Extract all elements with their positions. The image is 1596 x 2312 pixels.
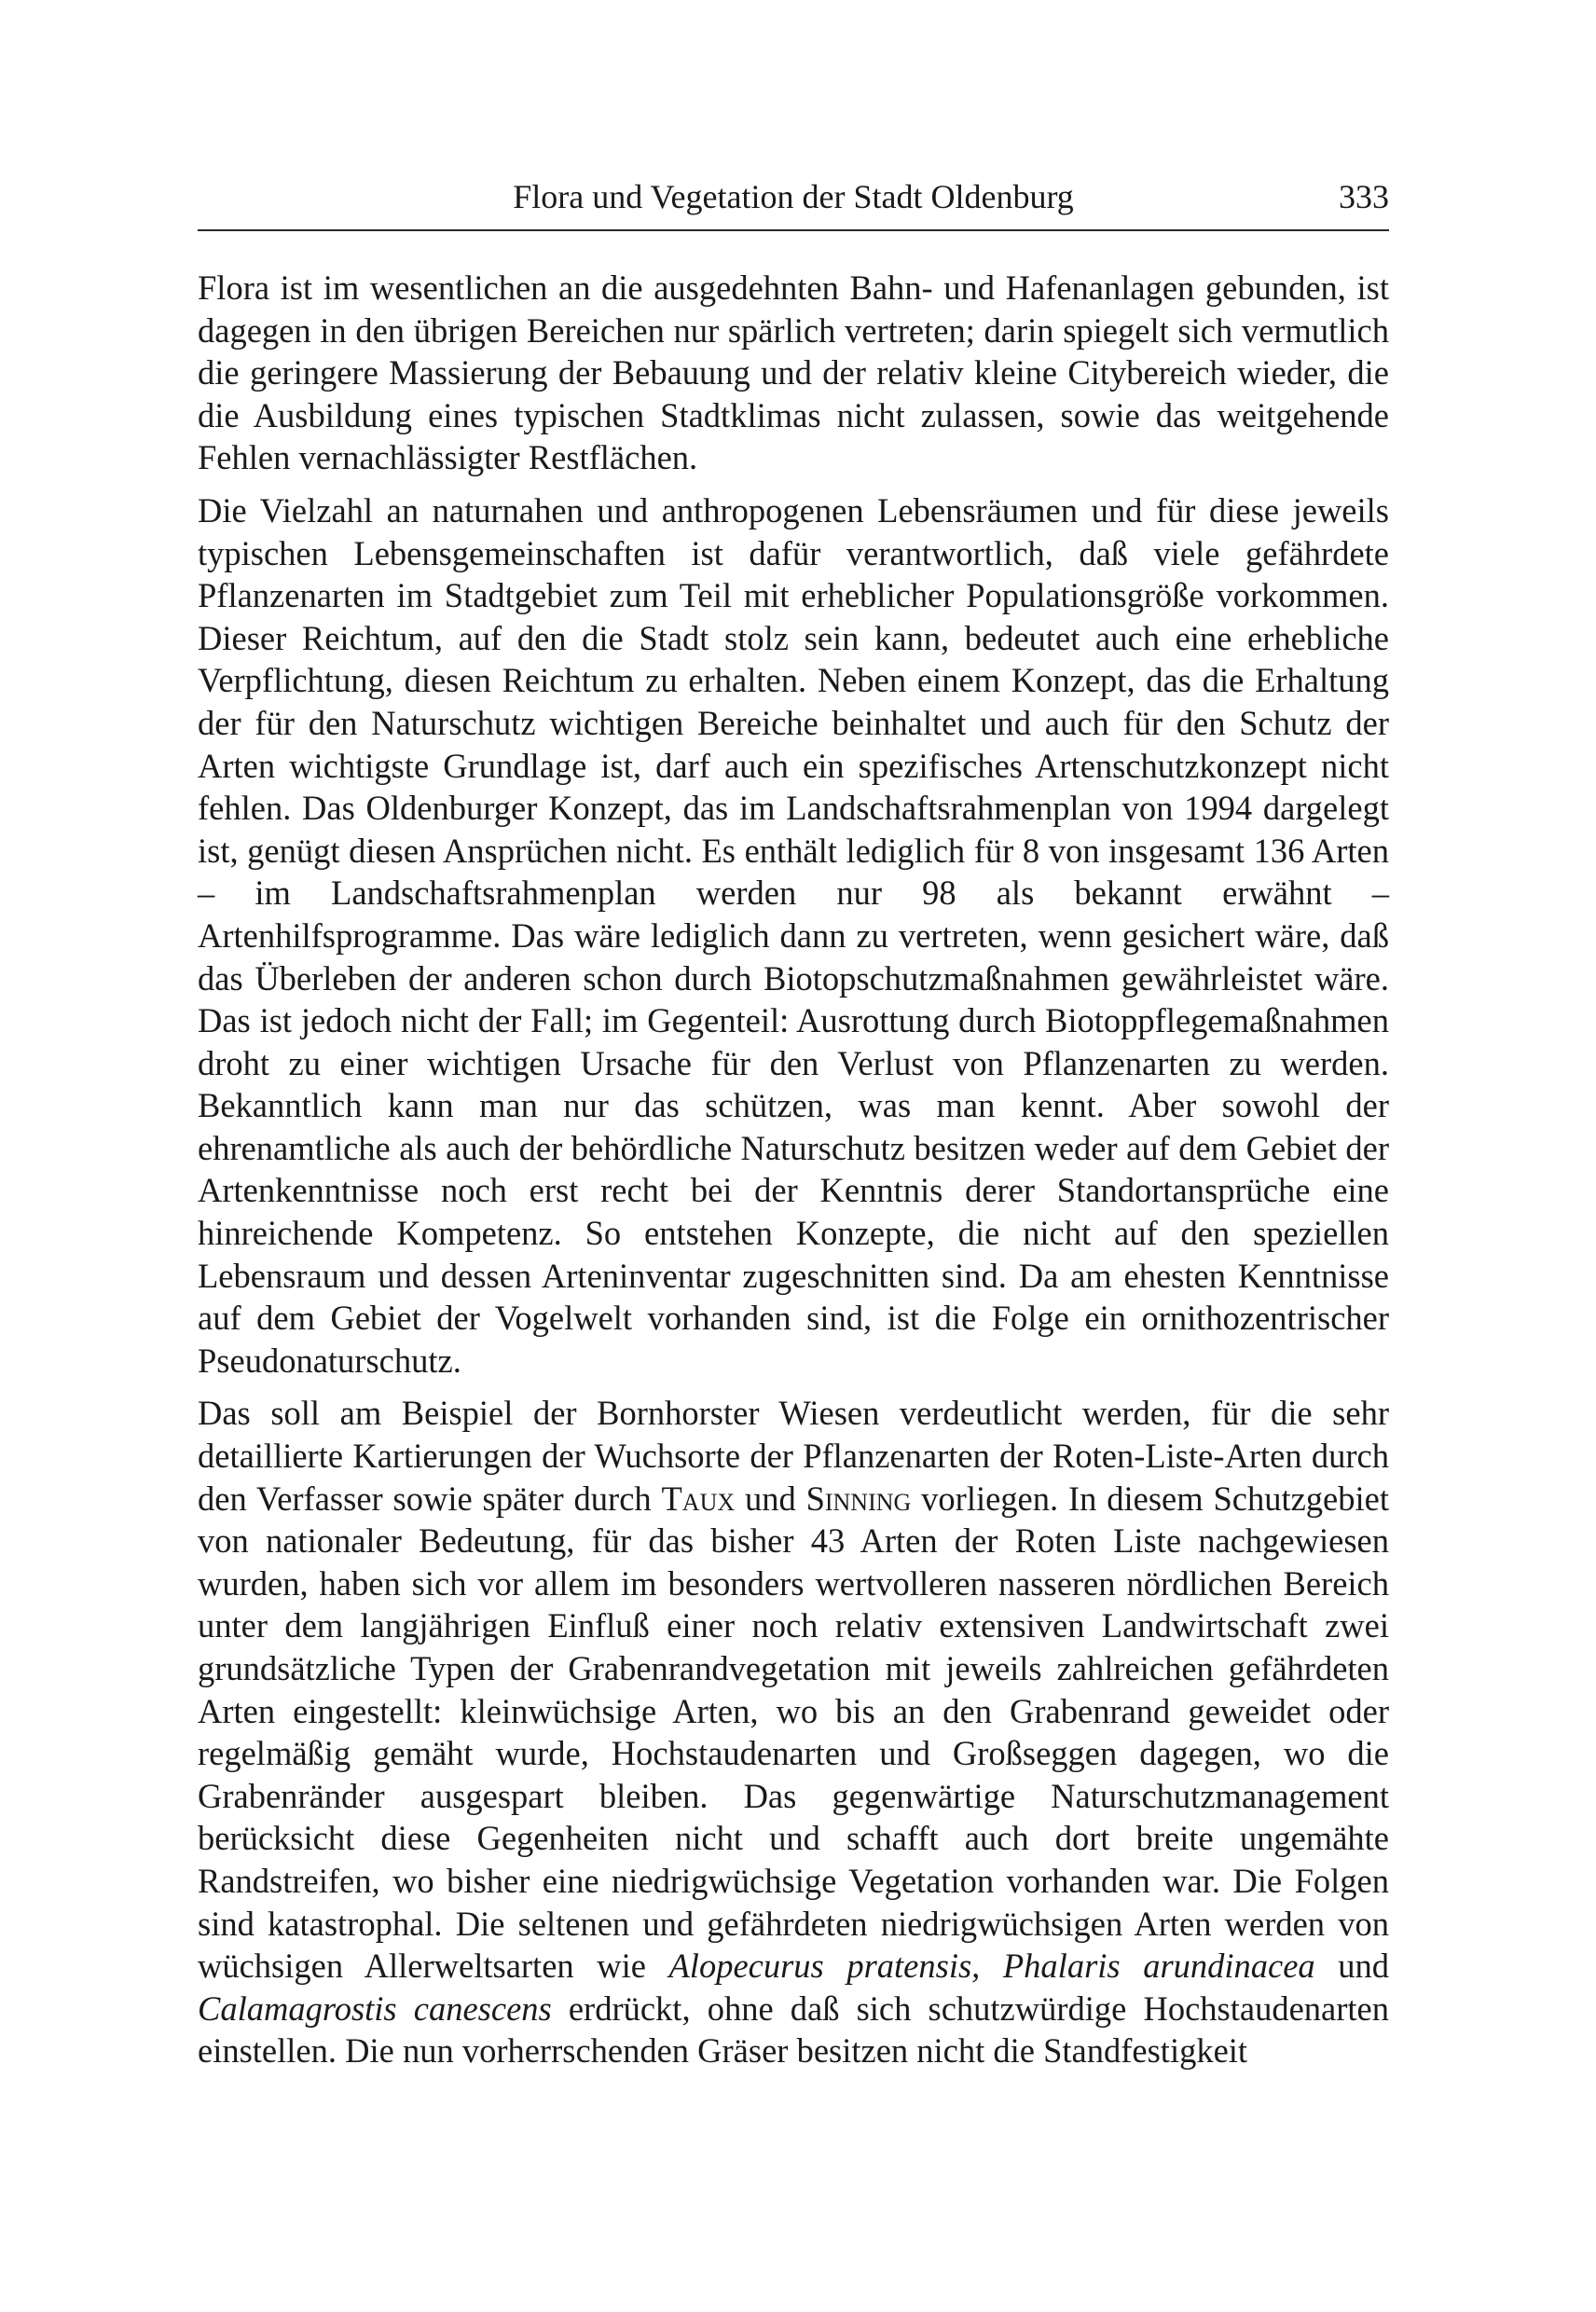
running-title: Flora und Vegetation der Stadt Oldenburg <box>513 178 1074 215</box>
paragraph-3 <box>198 1392 1389 2072</box>
author-name-sinning: Sinning <box>805 1479 912 1518</box>
text-run: Das soll am Beispiel der Bornhorster Wiesen verdeutlicht werden, für die sehr detaillierte Kartierungen der Wuchsorte der Pflanzenarten der Roten-Liste-Arten durch den Verfasser sowie später durch <box>198 1394 1389 1518</box>
text-run: und <box>735 1479 806 1518</box>
text-run: erdrückt, ohne daß sich schutzwürdige Hochstaudenarten einstellen. Die nun vorherrschenden Gräser besitzen nicht die Standfestigkeit <box>198 1989 1389 2071</box>
text-run: Flora ist im wesentlichen an die ausgedehnten Bahn- und Hafenanlagen gebunden, ist dagegen in den übrigen Bereichen nur spärlich vertreten; darin spiegelt sich vermutlich die geringere Massierung der Bebauung und der relativ kleine Citybereich wieder, die die Ausbildung eines typischen Stadtklimas nicht zulassen, sowie das weitgehende Fehlen vernachlässigter Restflächen. <box>198 268 1389 477</box>
page-header <box>198 173 1389 231</box>
text-run: Die Vielzahl an naturnahen und anthropogenen Lebensräumen und für diese jeweils typischen Lebensgemeinschaften ist dafür verantwortlich, daß viele gefährdete Pflanzenarten im Stadtgebiet zum Teil mit erheblicher Populationsgröße vorkommen. Dieser Reichtum, auf den die Stadt stolz sein kann, bedeutet auch eine erhebliche Verpflichtung, diesen Reichtum zu erhalten. Neben einem Konzept, das die Erhaltung der für den Naturschutz wichtigen Bereiche beinhaltet und auch für den Schutz der Arten wichtigste Grundlage ist, darf auch ein spezifisches Artenschutzkonzept nicht fehlen. Das Oldenburger Konzept, das im Landschaftsrahmenplan von 1994 dargelegt ist, genügt diesen Ansprüchen nicht. Es enthält lediglich für 8 von insgesamt 136 Arten – im Landschaftsrahmenplan werden nur 98 als bekannt erwähnt – Artenhilfsprogramme. Das wäre lediglich dann zu vertreten, wenn gesichert wäre, daß das Überleben der anderen schon durch Biotopschutzmaßnahmen gewährleistet wäre. Das ist jedoch nicht der Fall; im Gegenteil: Ausrottung durch Biotoppflegemaßnahmen droht zu einer wichtigen Ursache für den Verlust von Pflanzenarten zu werden. Bekanntlich kann man nur das schützen, was man kennt. Aber sowohl der ehrenamtliche als auch der behördliche Naturschutz besitzen weder auf dem Gebiet der Artenkenntnisse noch erst recht bei der Kenntnis derer Standortansprüche eine hinreichende Kompetenz. So entstehen Konzepte, die nicht auf den speziellen Lebensraum und dessen Arteninventar zugeschnitten sind. Da am ehesten Kenntnisse auf dem Gebiet der Vogelwelt vorhanden sind, ist die Folge ein ornithozentrischer Pseudonaturschutz. <box>198 490 1389 1380</box>
species-name: Calamagrostis canescens <box>198 1989 552 2028</box>
species-names: Alopecurus pratensis, Phalaris arundinacea <box>668 1947 1315 1986</box>
body-text <box>198 267 1389 2083</box>
text-run: vorliegen. In diesem Schutzgebiet von nationaler Bedeutung, für das bisher 43 Arten der Roten Liste nachgewiesen wurden, haben sich vor allem im besonders wertvolleren nasseren nördlichen Bereich unter dem langjährigen Einfluß einer noch relativ extensiven Landwirtschaft zwei grundsätzliche Typen der Grabenrandvegetation mit jeweils zahlreichen gefährdeten Arten eingestellt: kleinwüchsige Arten, wo bis an den Grabenrand geweidet oder regelmäßig gemäht wurde, Hochstaudenarten und Großseggen dagegen, wo die Grabenränder ausgespart bleiben. Das gegenwärtige Naturschutzmanagement berücksicht diese Gegenheiten nicht und schafft auch dort breite ungemähte Randstreifen, wo bisher eine niedrigwüchsige Vegetation vorhanden war. Die Folgen sind katastrophal. Die seltenen und gefährdeten niedrigwüchsigen Arten werden von wüchsigen Allerweltsarten wie <box>198 1479 1389 1986</box>
author-name-taux: Taux <box>661 1479 736 1518</box>
text-run: und <box>1314 1947 1390 1986</box>
paragraph-2 <box>198 489 1389 1382</box>
paragraph-1 <box>198 267 1389 479</box>
page-number: 333 <box>1339 178 1389 215</box>
